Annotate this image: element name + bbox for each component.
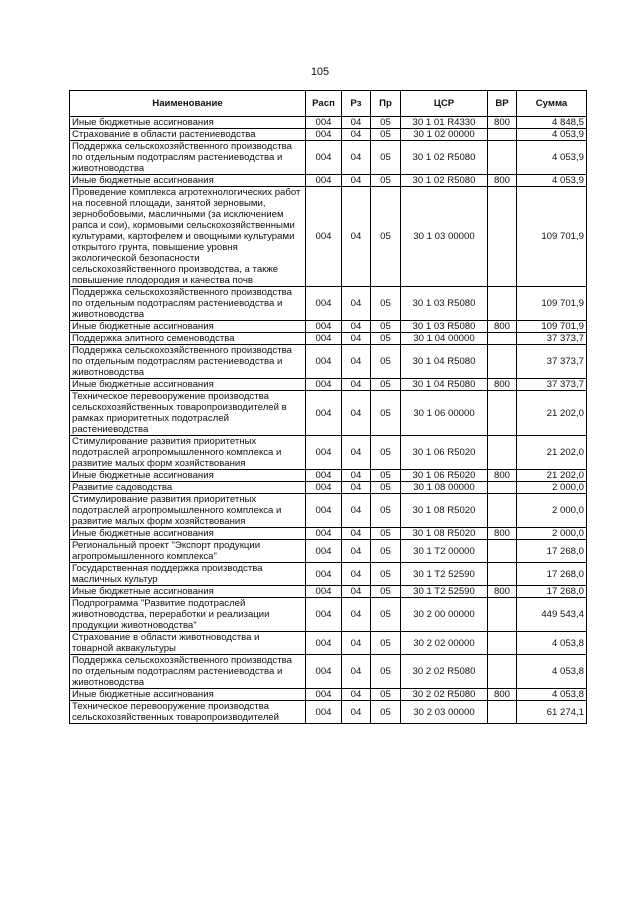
table-row <box>70 379 587 391</box>
cell-csr: 30 1 T2 52590 <box>401 563 488 586</box>
cell-rz: 04 <box>342 655 371 689</box>
cell-rz: 04 <box>342 187 371 287</box>
cell-sum: 21 202,0 <box>517 391 587 436</box>
cell-sum: 61 274,1 <box>517 701 587 724</box>
cell-rz: 04 <box>342 117 371 129</box>
cell-rasp: 004 <box>306 586 342 598</box>
table-row <box>70 345 587 379</box>
cell-vr <box>488 391 517 436</box>
cell-csr: 30 1 08 R5020 <box>401 494 488 528</box>
cell-pr: 05 <box>371 129 401 141</box>
cell-rz: 04 <box>342 540 371 563</box>
cell-sum: 449 543,4 <box>517 598 587 632</box>
cell-csr: 30 2 00 00000 <box>401 598 488 632</box>
cell-vr: 800 <box>488 586 517 598</box>
cell-csr: 30 1 04 R5080 <box>401 345 488 379</box>
cell-rasp: 004 <box>306 563 342 586</box>
cell-rz: 04 <box>342 482 371 494</box>
cell-name: Иные бюджетные ассигнования <box>70 321 306 333</box>
cell-name: Проведение комплекса агротехнологических работ на посевной площади, занятой зерновыми, зернобобовыми, масличными (за исключением рапса и сои), кормовыми сельскохозяйственными культурами, картофелем и овощными культурами открытого грунта, повышение уровня экологической безопасности сельскохозяйственного производства, а также повышение плодородия и качества почв <box>70 187 306 287</box>
cell-pr: 05 <box>371 701 401 724</box>
page-number: 105 <box>310 66 330 78</box>
cell-csr: 30 2 02 00000 <box>401 632 488 655</box>
cell-rz: 04 <box>342 175 371 187</box>
header-csr: ЦСР <box>401 91 488 117</box>
cell-vr <box>488 129 517 141</box>
cell-sum: 2 000,0 <box>517 494 587 528</box>
cell-pr: 05 <box>371 391 401 436</box>
table-row <box>70 482 587 494</box>
cell-vr <box>488 436 517 470</box>
header-row <box>70 91 587 117</box>
cell-sum: 21 202,0 <box>517 436 587 470</box>
table-row <box>70 129 587 141</box>
cell-csr: 30 1 02 R5080 <box>401 175 488 187</box>
cell-pr: 05 <box>371 117 401 129</box>
cell-vr <box>488 563 517 586</box>
cell-sum: 4 053,9 <box>517 175 587 187</box>
cell-csr: 30 2 02 R5080 <box>401 655 488 689</box>
table-row <box>70 632 587 655</box>
cell-pr: 05 <box>371 586 401 598</box>
cell-rz: 04 <box>342 632 371 655</box>
cell-rasp: 004 <box>306 287 342 321</box>
cell-rasp: 004 <box>306 598 342 632</box>
table-row <box>70 563 587 586</box>
cell-pr: 05 <box>371 598 401 632</box>
cell-pr: 05 <box>371 563 401 586</box>
cell-name: Иные бюджетные ассигнования <box>70 117 306 129</box>
cell-csr: 30 1 01 R4330 <box>401 117 488 129</box>
cell-vr <box>488 598 517 632</box>
cell-vr <box>488 540 517 563</box>
cell-name: Подпрограмма "Развитие подотраслей животноводства, переработки и реализации продукции животноводства" <box>70 598 306 632</box>
cell-sum: 109 701,9 <box>517 287 587 321</box>
cell-rz: 04 <box>342 701 371 724</box>
cell-pr: 05 <box>371 528 401 540</box>
cell-csr: 30 1 06 00000 <box>401 391 488 436</box>
cell-name: Поддержка сельскохозяйственного производства по отдельным подотраслям растениеводства и животноводства <box>70 141 306 175</box>
table-row <box>70 701 587 724</box>
cell-rasp: 004 <box>306 321 342 333</box>
table-row <box>70 187 587 287</box>
cell-vr: 800 <box>488 689 517 701</box>
table-row <box>70 287 587 321</box>
cell-vr <box>488 494 517 528</box>
cell-csr: 30 2 03 00000 <box>401 701 488 724</box>
cell-name: Поддержка сельскохозяйственного производства по отдельным подотраслям растениеводства и животноводства <box>70 345 306 379</box>
cell-rz: 04 <box>342 321 371 333</box>
cell-rz: 04 <box>342 470 371 482</box>
cell-sum: 109 701,9 <box>517 321 587 333</box>
cell-name: Иные бюджетные ассигнования <box>70 689 306 701</box>
cell-csr: 30 1 02 00000 <box>401 129 488 141</box>
table-row <box>70 540 587 563</box>
cell-pr: 05 <box>371 141 401 175</box>
cell-pr: 05 <box>371 494 401 528</box>
cell-csr: 30 1 08 R5020 <box>401 528 488 540</box>
cell-name: Иные бюджетные ассигнования <box>70 528 306 540</box>
cell-sum: 21 202,0 <box>517 470 587 482</box>
table-row <box>70 117 587 129</box>
cell-rasp: 004 <box>306 528 342 540</box>
table-row <box>70 586 587 598</box>
cell-csr: 30 1 02 R5080 <box>401 141 488 175</box>
cell-vr <box>488 632 517 655</box>
cell-sum: 109 701,9 <box>517 187 587 287</box>
cell-name: Развитие садоводства <box>70 482 306 494</box>
cell-csr: 30 1 03 R5080 <box>401 287 488 321</box>
cell-pr: 05 <box>371 470 401 482</box>
cell-pr: 05 <box>371 175 401 187</box>
cell-sum: 17 268,0 <box>517 540 587 563</box>
table-row <box>70 655 587 689</box>
cell-rasp: 004 <box>306 117 342 129</box>
cell-sum: 4 053,8 <box>517 655 587 689</box>
table-row <box>70 528 587 540</box>
cell-sum: 4 053,9 <box>517 141 587 175</box>
cell-rasp: 004 <box>306 482 342 494</box>
cell-pr: 05 <box>371 632 401 655</box>
cell-rz: 04 <box>342 379 371 391</box>
budget-table <box>69 90 587 724</box>
cell-rasp: 004 <box>306 689 342 701</box>
cell-vr: 800 <box>488 117 517 129</box>
cell-rasp: 004 <box>306 436 342 470</box>
cell-name: Стимулирование развития приоритетных подотраслей агропромышленного комплекса и развитие малых форм хозяйствования <box>70 436 306 470</box>
cell-csr: 30 1 03 R5080 <box>401 321 488 333</box>
cell-vr: 800 <box>488 321 517 333</box>
cell-csr: 30 2 02 R5080 <box>401 689 488 701</box>
cell-rasp: 004 <box>306 141 342 175</box>
cell-name: Иные бюджетные ассигнования <box>70 586 306 598</box>
cell-rz: 04 <box>342 391 371 436</box>
cell-sum: 4 848,5 <box>517 117 587 129</box>
cell-pr: 05 <box>371 689 401 701</box>
table-row <box>70 321 587 333</box>
cell-vr: 800 <box>488 528 517 540</box>
cell-rasp: 004 <box>306 391 342 436</box>
table-row <box>70 391 587 436</box>
cell-pr: 05 <box>371 187 401 287</box>
cell-name: Стимулирование развития приоритетных подотраслей агропромышленного комплекса и развитие малых форм хозяйствования <box>70 494 306 528</box>
cell-rz: 04 <box>342 345 371 379</box>
table-row <box>70 494 587 528</box>
cell-name: Страхование в области растениеводства <box>70 129 306 141</box>
cell-vr <box>488 655 517 689</box>
cell-rz: 04 <box>342 494 371 528</box>
cell-csr: 30 1 04 R5080 <box>401 379 488 391</box>
cell-sum: 37 373,7 <box>517 379 587 391</box>
table-header <box>70 91 587 117</box>
table-row <box>70 333 587 345</box>
cell-vr <box>488 287 517 321</box>
cell-rz: 04 <box>342 129 371 141</box>
cell-name: Техническое перевооружение производства сельскохозяйственных товаропроизводителей <box>70 701 306 724</box>
cell-rz: 04 <box>342 141 371 175</box>
header-name: Наименование <box>70 91 306 117</box>
cell-rasp: 004 <box>306 632 342 655</box>
cell-pr: 05 <box>371 321 401 333</box>
cell-vr <box>488 482 517 494</box>
cell-sum: 37 373,7 <box>517 333 587 345</box>
header-rz: Рз <box>342 91 371 117</box>
header-vr: ВР <box>488 91 517 117</box>
cell-name: Поддержка сельскохозяйственного производства по отдельным подотраслям растениеводства и животноводства <box>70 287 306 321</box>
cell-sum: 37 373,7 <box>517 345 587 379</box>
cell-name: Иные бюджетные ассигнования <box>70 470 306 482</box>
table-row <box>70 436 587 470</box>
cell-rasp: 004 <box>306 379 342 391</box>
cell-sum: 4 053,9 <box>517 129 587 141</box>
cell-rasp: 004 <box>306 333 342 345</box>
cell-pr: 05 <box>371 540 401 563</box>
cell-sum: 17 268,0 <box>517 563 587 586</box>
table-row <box>70 470 587 482</box>
cell-csr: 30 1 06 R5020 <box>401 436 488 470</box>
cell-vr <box>488 333 517 345</box>
cell-rz: 04 <box>342 333 371 345</box>
cell-name: Поддержка сельскохозяйственного производства по отдельным подотраслям растениеводства и животноводства <box>70 655 306 689</box>
cell-name: Страхование в области животноводства и товарной аквакультуры <box>70 632 306 655</box>
cell-vr: 800 <box>488 379 517 391</box>
cell-sum: 17 268,0 <box>517 586 587 598</box>
cell-rasp: 004 <box>306 540 342 563</box>
cell-rasp: 004 <box>306 187 342 287</box>
cell-vr <box>488 187 517 287</box>
cell-sum: 4 053,8 <box>517 632 587 655</box>
cell-name: Государственная поддержка производства масличных культур <box>70 563 306 586</box>
table-body <box>70 117 587 724</box>
cell-rasp: 004 <box>306 175 342 187</box>
header-pr: Пр <box>371 91 401 117</box>
table-row <box>70 689 587 701</box>
cell-pr: 05 <box>371 482 401 494</box>
cell-rasp: 004 <box>306 701 342 724</box>
cell-vr <box>488 141 517 175</box>
cell-pr: 05 <box>371 345 401 379</box>
cell-rasp: 004 <box>306 470 342 482</box>
cell-csr: 30 1 T2 52590 <box>401 586 488 598</box>
cell-rz: 04 <box>342 598 371 632</box>
cell-csr: 30 1 06 R5020 <box>401 470 488 482</box>
cell-rasp: 004 <box>306 129 342 141</box>
cell-pr: 05 <box>371 333 401 345</box>
cell-rz: 04 <box>342 563 371 586</box>
cell-rz: 04 <box>342 528 371 540</box>
cell-vr <box>488 345 517 379</box>
cell-pr: 05 <box>371 287 401 321</box>
cell-sum: 2 000,0 <box>517 528 587 540</box>
cell-csr: 30 1 04 00000 <box>401 333 488 345</box>
cell-rasp: 004 <box>306 655 342 689</box>
header-sum: Сумма <box>517 91 587 117</box>
cell-rasp: 004 <box>306 494 342 528</box>
cell-csr: 30 1 T2 00000 <box>401 540 488 563</box>
cell-rz: 04 <box>342 689 371 701</box>
cell-vr <box>488 701 517 724</box>
header-rasp: Расп <box>306 91 342 117</box>
cell-rz: 04 <box>342 287 371 321</box>
cell-vr: 800 <box>488 175 517 187</box>
cell-name: Иные бюджетные ассигнования <box>70 175 306 187</box>
cell-pr: 05 <box>371 655 401 689</box>
cell-vr: 800 <box>488 470 517 482</box>
cell-csr: 30 1 03 00000 <box>401 187 488 287</box>
cell-sum: 4 053,8 <box>517 689 587 701</box>
cell-rz: 04 <box>342 586 371 598</box>
cell-rz: 04 <box>342 436 371 470</box>
table-row <box>70 141 587 175</box>
cell-name: Региональный проект "Экспорт продукции агропромышленного комплекса" <box>70 540 306 563</box>
cell-rasp: 004 <box>306 345 342 379</box>
cell-name: Поддержка элитного семеноводства <box>70 333 306 345</box>
cell-name: Техническое перевооружение производства сельскохозяйственных товаропроизводителей в рамках приоритетных подотраслей растениеводства <box>70 391 306 436</box>
cell-sum: 2 000,0 <box>517 482 587 494</box>
cell-name: Иные бюджетные ассигнования <box>70 379 306 391</box>
cell-pr: 05 <box>371 436 401 470</box>
table-row <box>70 175 587 187</box>
cell-pr: 05 <box>371 379 401 391</box>
table-row <box>70 598 587 632</box>
cell-csr: 30 1 08 00000 <box>401 482 488 494</box>
